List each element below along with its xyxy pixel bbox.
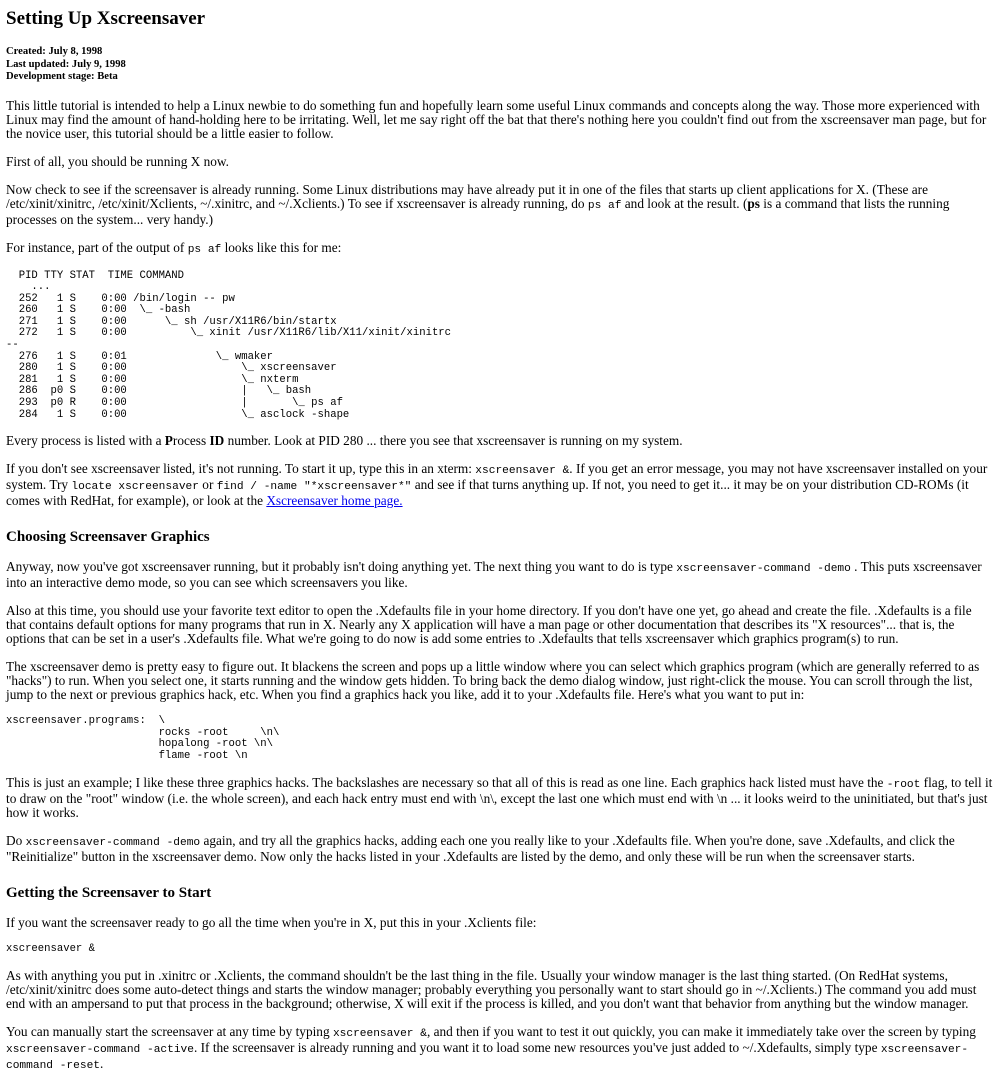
inline-code: xscreensaver &	[332, 1028, 427, 1041]
updated-date: Last updated: July 9, 1998	[6, 58, 126, 70]
development-stage: Development stage: Beta	[6, 71, 118, 82]
inline-code: ps af	[187, 243, 222, 256]
created-date: Created: July 8, 1998	[6, 46, 103, 57]
inline-code: xscreensaver &	[475, 465, 570, 478]
intro-paragraph: This little tutorial is intended to help a Linux newbie to do something fun and hopefully learn some useful Linux commands and concepts along the way. Those more experienced with Linux may find the amount of hand-holding here to be irritating. Well, let me say right off the bat that there's nothing here you couldn't find out from the xscreensaver man page, but for the novice user, this tutorial should be a little easier to follow.	[6, 97, 987, 141]
first-paragraph: First of all, you should be running X now.	[6, 153, 229, 169]
page-title: Setting Up Xscreensaver	[6, 8, 206, 29]
do-again-paragraph: Do xscreensaver-command -demo again, and try all the graphics hacks, adding each one you really like to your .Xdefaults file. When you're done, save .Xdefaults, and click the "Reinitialize" button in the xscreensaver demo. Now only the hacks listed in your .Xdefaults are listed by the demo, and only these will be run when the screensaver starts.	[6, 832, 955, 864]
inline-code: xscreensaver-command -demo	[676, 563, 851, 576]
inline-code: xscreensaver-command -active	[6, 1044, 194, 1057]
ps-output-block: PID TTY STAT TIME COMMAND ... 252 1 S 0:00 /bin/login -- pw 260 1 S 0:00 \_ -bash 271 1 S 0:00 \_ sh /usr/X11R6/bin/startx 272 1 S 0:00 \_ xinit /usr/X11R6/lib/X11/xinit/xinitrc -- 276 1 S 0:01 \_ wmaker 280 1 S 0:00 \_ xscreensaver 281 1 S 0:00 \_ nxterm 286 p0 S 0:00 | \_ bash 293 p0 R 0:00 | \_ ps af 284 1 S 0:00 \_ asclock -shape	[6, 269, 452, 421]
section-heading-start: Getting the Screensaver to Start	[6, 884, 212, 901]
inline-code: ps af	[587, 199, 622, 212]
xdefaults-paragraph: Also at this time, you should use your favorite text editor to open the .Xdefaults file in your home directory. If you don't have one yet, go ahead and create the file. .Xdefaults is a file that contains default options for many programs that run in X. Nearly any X application will have a man page or other documentation that describes its "X resources"... that is, the options that can be set in a user's .Xdefaults file. What we're going to do now is add some entries to .Xdefaults that tells xscreensaver which graphics program(s) to run.	[6, 603, 972, 647]
xscreensaver-home-link[interactable]: Xscreensaver home page.	[266, 493, 403, 509]
instance-paragraph: For instance, part of the output of ps af looks like this for me:	[6, 239, 342, 256]
demo-paragraph: The xscreensaver demo is pretty easy to figure out. It blackens the screen and pops up a little window where you can select which graphics program (which are generally referred to as "hacks") to run. When you select one, it starts running and the window gets hidden. To bring back the demo dialog window, just right-click the mouse. You can scroll through the list, jump to the next or previous graphics hack, etc. When you find a graphics hack you like, add it to your .Xdefaults file. Here's what you want to put in:	[6, 659, 980, 703]
inline-code: xscreensaver-command -reset	[6, 1044, 969, 1073]
pid-paragraph: Every process is listed with a Process ID number. Look at PID 280 ... there you see that xscreensaver is running on my system.	[6, 433, 683, 449]
inline-code: locate xscreensaver	[71, 481, 199, 494]
anyway-paragraph: Anyway, now you've got xscreensaver running, but it probably isn't doing anything yet. The next thing you want to do is type xscreensaver-command -demo . This puts xscreensaver into an interactive demo mode, so you can see which screensavers you like.	[6, 559, 982, 591]
manual-start-paragraph: You can manually start the screensaver at any time by typing xscreensaver &, and then if you want to test it out quickly, you can make it immediately take over the screen by typing xscreensaver-command -active. If the screensaver is already running and you want it to load some new resources you've just added to ~/.Xdefaults, simply type xscreensaver-command -reset.	[6, 1024, 976, 1073]
section-heading-graphics: Choosing Screensaver Graphics	[6, 529, 210, 546]
programs-code-block: xscreensaver.programs: \ rocks -root \n\ hopalong -root \n\ flame -root \n	[6, 715, 280, 762]
ready-paragraph: If you want the screensaver ready to go all the time when you're in X, put this in your .Xclients file:	[6, 914, 537, 930]
inline-code: xscreensaver-command -demo	[25, 836, 201, 849]
not-running-paragraph: If you don't see xscreensaver listed, it's not running. To start it up, type this in an xterm: xscreensaver &. If you get an error message, you may not have xscreensaver installed on your system. Try locate xscreensaver or find / -name "*xscreensaver*" and see if that turns anything up. If not, you need to get it... it may be on your distribution CD-ROMs (it comes with RedHat, for example), or look at the Xscreensaver home page.	[6, 461, 988, 509]
as-with-anything-paragraph: As with anything you put in .xinitrc or .Xclients, the command shouldn't be the last thing in the file. Usually your window manager is the last thing started. (On RedHat systems, /etc/xinit/xinitrc does some auto-detect things and starts the window manager; probably everything you personally want to start should go in ~/.Xclients.) The command you add must end with an ampersand to put that process in the background; otherwise, X will exit if the process is killed, and you don't want that behavior from anything but the window manager.	[6, 968, 977, 1012]
check-running-paragraph: Now check to see if the screensaver is already running. Some Linux distributions may have already put it in one of the files that starts up client applications for X. (These are /etc/xinit/xinitrc, /etc/xinit/Xclients, ~/.xinitrc, and ~/.Xclients.) To see if xscreensaver is already running, do ps af and look at the result. (ps is a command that lists the running processes on the system... very handy.)	[6, 181, 950, 227]
document-meta	[6, 46, 994, 84]
example-paragraph: This is just an example; I like these three graphics hacks. The backslashes are necessary so that all of this is read as one line. Each graphics hack listed must have the -root flag, to tell it to draw on the "root" window (i.e. the whole screen), and each hack entry must end with \n\, except the last one which must end with \n ... it looks weird to the uninitiated, but that's just how it works.	[6, 774, 993, 820]
inline-code: -root	[886, 778, 921, 791]
xclients-code-block: xscreensaver &	[6, 942, 96, 955]
inline-code: find / -name "*xscreensaver*"	[216, 481, 412, 494]
